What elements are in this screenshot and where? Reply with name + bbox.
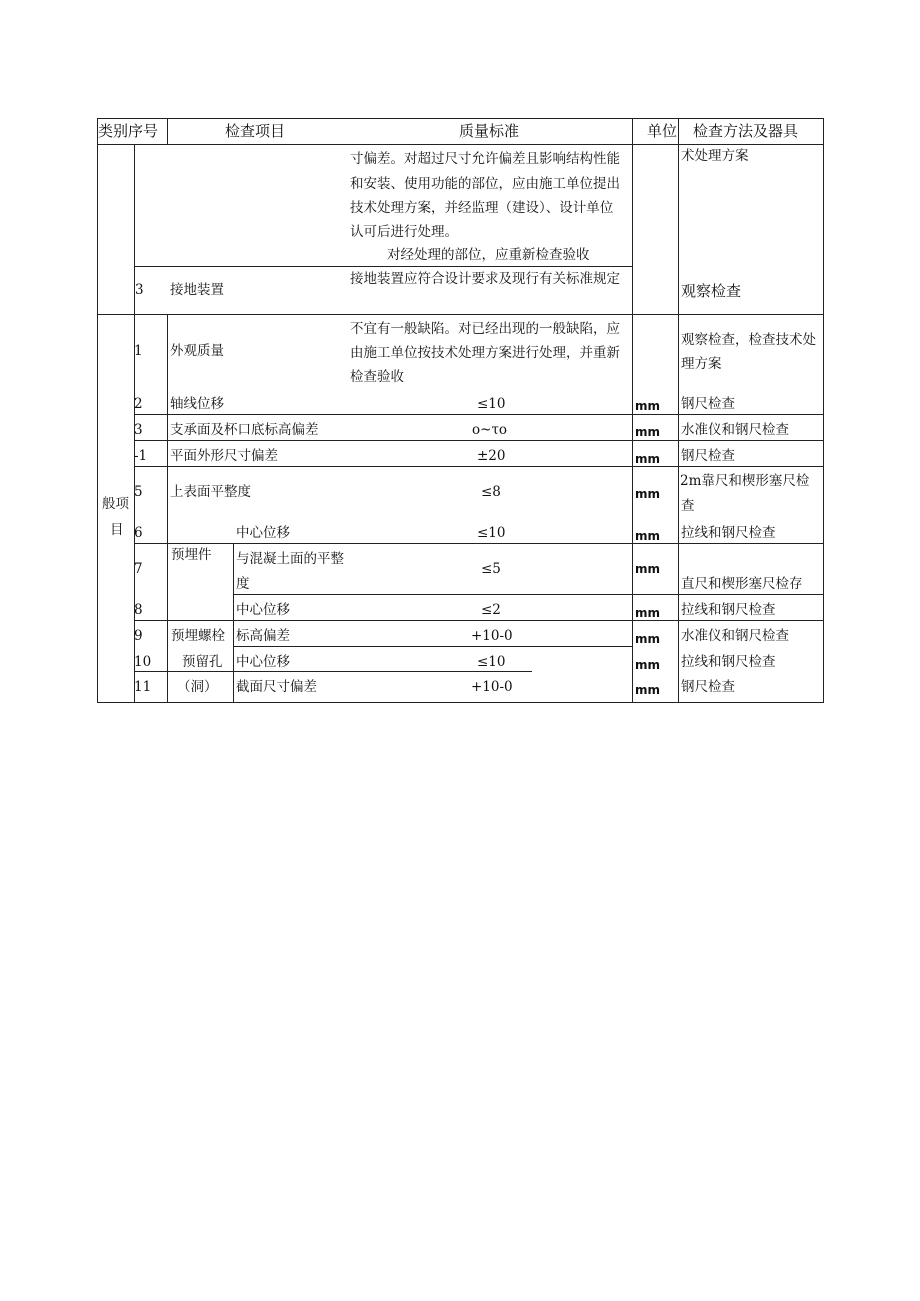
row-seq: 11	[134, 679, 152, 695]
group-label-bolt: 预留孔	[182, 654, 223, 670]
standard-line: 由施工单位按技术处理方案进行处理，并重新	[350, 345, 620, 361]
row-divider	[134, 466, 824, 467]
row-item: 中心位移	[236, 525, 290, 541]
row-item: 支承面及杯口底标高偏差	[170, 422, 319, 438]
row-divider	[134, 414, 824, 415]
table-border-left	[97, 118, 98, 703]
row-method: 拉线和钢尺检查	[681, 654, 776, 670]
standard-line: 不宜有一般缺陷。对已经出现的一般缺陷，应	[350, 321, 620, 337]
row-seq: 6	[134, 525, 143, 541]
group-label-bolt: （洞）	[177, 679, 218, 695]
row-standard: ≤2	[481, 602, 501, 618]
group-label-bolt: 预埋螺栓	[171, 628, 225, 644]
row-standard: o~τo	[472, 422, 508, 438]
header-category-seq: 类别序号	[98, 122, 159, 140]
standard-line: 寸偏差。对超过尺寸允许偏差且影响结构性能	[350, 151, 620, 167]
row-item: 接地装置	[170, 282, 224, 298]
category-label: 般项	[102, 496, 129, 512]
row-divider	[134, 440, 824, 441]
table-border-bottom	[97, 702, 824, 703]
column-divider	[678, 118, 679, 703]
header-method: 检查方法及器具	[693, 122, 799, 140]
row-unit: mm	[635, 632, 661, 646]
column-divider	[233, 543, 234, 702]
header-unit: 单位	[647, 122, 678, 140]
row-unit: mm	[635, 562, 661, 576]
row-method: 观察检查	[681, 282, 742, 300]
row-standard: +10-0	[471, 628, 513, 644]
row-item: 中心位移	[236, 654, 290, 670]
row-divider	[134, 543, 824, 544]
row-item: 截面尺寸偏差	[236, 679, 317, 695]
row-item: 中心位移	[236, 602, 290, 618]
standard-line: 对经处理的部位，应重新检查验收	[387, 247, 590, 263]
standard-line: 技术处理方案，并经监理（建设）、设计单位	[350, 200, 614, 216]
table-border-top	[97, 118, 824, 119]
standard-line: 检查验收	[350, 369, 404, 385]
row-divider	[134, 620, 824, 621]
column-divider	[167, 314, 168, 702]
row-unit: mm	[635, 606, 661, 620]
row-divider	[134, 266, 632, 267]
row-method: 直尺和楔形塞尺检存	[681, 576, 803, 592]
row-unit: mm	[635, 487, 661, 501]
row-standard: ≤5	[481, 561, 501, 577]
row-item: 上表面平整度	[170, 484, 251, 500]
column-divider	[167, 118, 168, 144]
row-unit: mm	[635, 399, 661, 413]
row-method: 水准仪和钢尺检查	[681, 422, 789, 438]
row-seq: 2	[134, 396, 143, 412]
row-item: 标高偏差	[236, 628, 290, 644]
method-line: 2m靠尺和楔形塞尺检	[680, 473, 810, 489]
header-item: 检查项目	[225, 122, 286, 140]
row-standard: 接地装置应符合设计要求及现行有关标准规定	[350, 271, 620, 287]
row-unit: mm	[635, 425, 661, 439]
row-unit: mm	[635, 529, 661, 543]
item-line: 度	[236, 576, 250, 592]
row-seq: 1	[134, 343, 143, 359]
row-standard: ≤10	[477, 396, 506, 412]
row-item: 平面外形尺寸偏差	[170, 448, 278, 464]
method-line: 查	[681, 498, 695, 514]
row-seq: -1	[134, 448, 148, 464]
row-method: 钢尺检查	[681, 448, 735, 464]
row-standard: ±20	[477, 448, 506, 464]
row-method: 拉线和钢尺检查	[681, 525, 776, 541]
row-standard: ≤8	[481, 484, 501, 500]
row-divider	[233, 646, 632, 647]
row-item: 轴线位移	[170, 396, 224, 412]
item-line: 与混凝土面的平整	[236, 551, 344, 567]
row-seq: 5	[134, 484, 143, 500]
row-item: 外观质量	[170, 343, 224, 359]
standard-line: 和安装、使用功能的部位，应由施工单位提出	[350, 176, 620, 192]
method-cell: 术处理方案	[681, 148, 749, 164]
row-seq: 7	[134, 561, 143, 577]
row-seq: 9	[134, 628, 143, 644]
row-method: 水准仪和钢尺检查	[681, 628, 789, 644]
row-divider	[97, 314, 824, 315]
row-unit: mm	[635, 658, 661, 672]
row-standard: ≤10	[477, 525, 506, 541]
row-seq: 3	[134, 422, 143, 438]
column-divider	[632, 118, 633, 703]
method-line: 观察检查，检查技术处	[681, 332, 816, 348]
row-seq: 8	[134, 602, 143, 618]
row-unit: mm	[635, 452, 661, 466]
header-divider	[97, 144, 824, 145]
row-unit: mm	[635, 683, 661, 697]
row-divider	[233, 594, 824, 595]
row-seq: 3	[135, 282, 144, 298]
method-line: 理方案	[681, 356, 722, 372]
group-label-embedded: 预埋件	[171, 547, 212, 563]
category-label: 目	[110, 522, 124, 538]
row-method: 钢尺检查	[681, 679, 735, 695]
standard-line: 认可后进行处理。	[350, 224, 458, 240]
row-method: 拉线和钢尺检查	[681, 602, 776, 618]
row-standard: +10-0	[471, 679, 513, 695]
row-method: 钢尺检查	[681, 396, 735, 412]
row-seq: 10	[134, 654, 152, 670]
header-standard: 质量标准	[459, 122, 520, 140]
row-standard: ≤10	[477, 654, 506, 670]
inspection-table	[97, 118, 824, 703]
table-border-right	[823, 118, 824, 703]
